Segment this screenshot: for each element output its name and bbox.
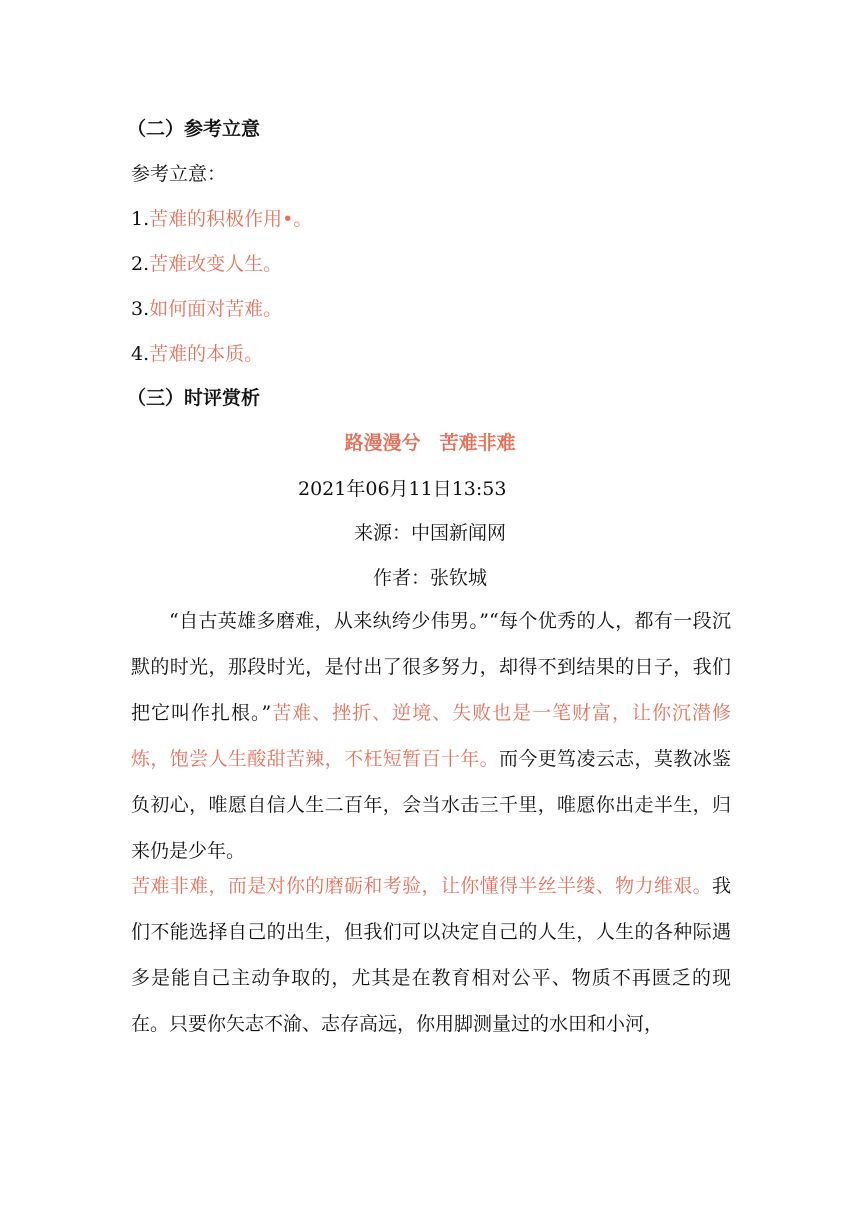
list-item	[131, 296, 282, 322]
article-datetime: 2021年06月11日13:53	[298, 478, 507, 500]
article-author: 作者：张钦城	[372, 567, 487, 589]
list-item-text: 苦难的积极作用•。	[149, 208, 313, 230]
list-item	[131, 206, 312, 232]
intro-label: 参考立意：	[131, 163, 227, 185]
article-title: 路漫漫兮 苦难非难	[344, 432, 516, 454]
article-paragraph-2	[131, 863, 731, 1047]
paragraph-text: “自古英雄多磨难，从来纨绔少伟男。”“每个优秀的人，都有一段沉默的时光，那段时光，是付出了很多努力，却得不到结果的日子，我们把它叫作扎根。”	[131, 610, 731, 724]
article-source: 来源：中国新闻网	[353, 522, 506, 544]
paragraph-text: 我们不能选择自己的出生，但我们可以决定自己的人生，人生的各种际遇多是能自己主动争取的，尤其是在教育相对公平、物质不再匮乏的现在。只要你矢志不渝、志存高远，你用脚测量过的水田和小河，	[131, 875, 731, 1035]
paragraph-text: 而今更笃凌云志，莫教冰鉴负初心，唯愿自信人生二百年，会当水击三千里，唯愿你出走半生，归来仍是少年。	[131, 748, 731, 862]
list-item-number: 2.	[131, 253, 150, 275]
section-heading-3: （三）时评赏析	[127, 387, 261, 409]
list-item-number: 4.	[131, 343, 150, 365]
list-item-number: 3.	[131, 298, 150, 320]
list-item-text: 苦难改变人生。	[149, 253, 283, 275]
article-paragraph-1	[131, 598, 731, 874]
section-heading-2: （二）参考立意	[127, 118, 261, 140]
list-item	[131, 341, 263, 367]
paragraph-highlight: 苦难非难，而是对你的磨砺和考验，让你懂得半丝半缕、物力维艰。	[131, 875, 712, 897]
list-item-text: 苦难的本质。	[149, 343, 264, 365]
list-item-number: 1.	[131, 208, 150, 230]
paragraph-highlight: 苦难、挫折、逆境、失败也是一笔财富，让你沉潜修炼，饱尝人生酸甜苦辣，不枉短暂百十年。	[131, 702, 731, 770]
list-item-text: 如何面对苦难。	[149, 298, 283, 320]
list-item	[131, 251, 282, 277]
